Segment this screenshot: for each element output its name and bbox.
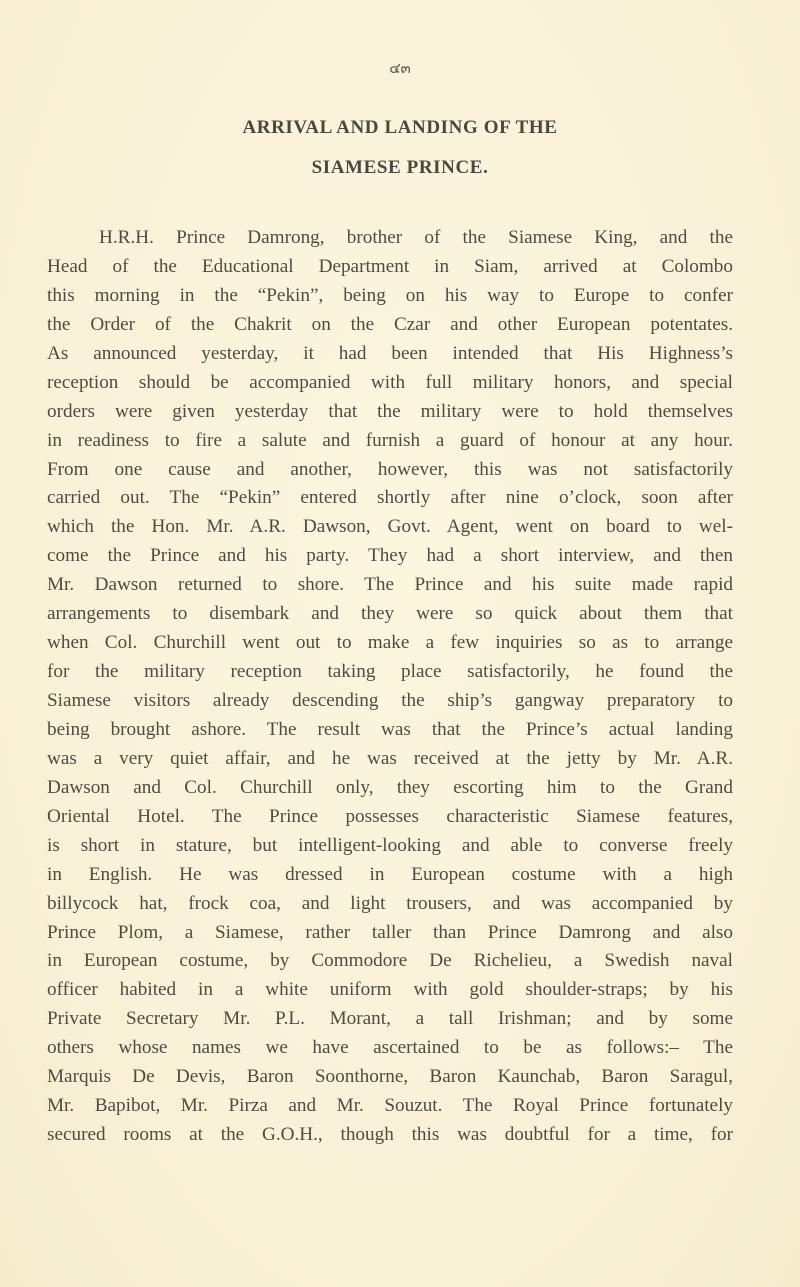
body-line: billycock hat, frock coa, and light trousers, and was accompanied by	[47, 892, 733, 914]
body-line: From one cause and another, however, this was not satisfactorily	[47, 458, 733, 480]
body-line: when Col. Churchill went out to make a few inquiries so as to arrange	[47, 632, 733, 654]
body-line: was a very quiet affair, and he was received at the jetty by Mr. A.R.	[47, 747, 733, 769]
body-line: others whose names we have ascertained to be as follows:– The	[47, 1037, 733, 1059]
body-line: the Order of the Chakrit on the Czar and other European potentates.	[47, 313, 733, 335]
body-line: this morning in the “Pekin”, being on his way to Europe to confer	[47, 284, 733, 306]
body-line: arrangements to disembark and they were so quick about them that	[47, 603, 733, 625]
body-line: Marquis De Devis, Baron Soonthorne, Baron Kaunchab, Baron Saragul,	[47, 1066, 733, 1088]
body-line: Private Secretary Mr. P.L. Morant, a tall Irishman; and by some	[47, 1008, 733, 1030]
page-number: ๔๓	[389, 59, 411, 77]
body-line: Prince Plom, a Siamese, rather taller than Prince Damrong and also	[47, 921, 733, 943]
body-line: Oriental Hotel. The Prince possesses characteristic Siamese features,	[47, 805, 733, 827]
body-line: come the Prince and his party. They had a short interview, and then	[47, 545, 733, 567]
body-line: in European costume, by Commodore De Richelieu, a Swedish naval	[47, 950, 733, 972]
body-line: Mr. Bapibot, Mr. Pirza and Mr. Souzut. The Royal Prince fortunately	[47, 1095, 733, 1117]
body-line: Siamese visitors already descending the ship’s gangway preparatory to	[47, 690, 733, 711]
body-line: Dawson and Col. Churchill only, they escorting him to the Grand	[47, 776, 733, 798]
body-line: officer habited in a white uniform with gold shoulder-straps; by his	[47, 979, 733, 1001]
body-line: secured rooms at the G.O.H., though this was doubtful for a time, for	[47, 1124, 733, 1146]
body-line: carried out. The “Pekin” entered shortly after nine o’clock, soon after	[47, 487, 733, 509]
chapter-title-line-1: ARRIVAL AND LANDING OF THE	[242, 117, 558, 138]
body-line: for the military reception taking place satisfactorily, he found the	[47, 661, 733, 683]
body-line: is short in stature, but intelligent-looking and able to converse freely	[47, 834, 733, 856]
body-line: As announced yesterday, it had been intended that His Highness’s	[47, 342, 733, 364]
body-line: in readiness to fire a salute and furnish a guard of honour at any hour.	[47, 429, 733, 451]
body-line: Head of the Educational Department in Siam, arrived at Colombo	[47, 255, 733, 277]
body-line: being brought ashore. The result was that the Prince’s actual landing	[47, 718, 733, 740]
body-line: Mr. Dawson returned to shore. The Prince and his suite made rapid	[47, 574, 733, 596]
chapter-title-line-2: SIAMESE PRINCE.	[311, 157, 489, 178]
body-line: in English. He was dressed in European costume with a high	[47, 863, 733, 885]
body-line: orders were given yesterday that the military were to hold themselves	[47, 400, 733, 422]
body-line: reception should be accompanied with full military honors, and special	[47, 371, 733, 393]
body-line: H.R.H. Prince Damrong, brother of the Siamese King, and the	[99, 227, 733, 248]
body-text	[47, 224, 733, 1150]
body-line: which the Hon. Mr. A.R. Dawson, Govt. Agent, went on board to wel-	[47, 516, 733, 538]
